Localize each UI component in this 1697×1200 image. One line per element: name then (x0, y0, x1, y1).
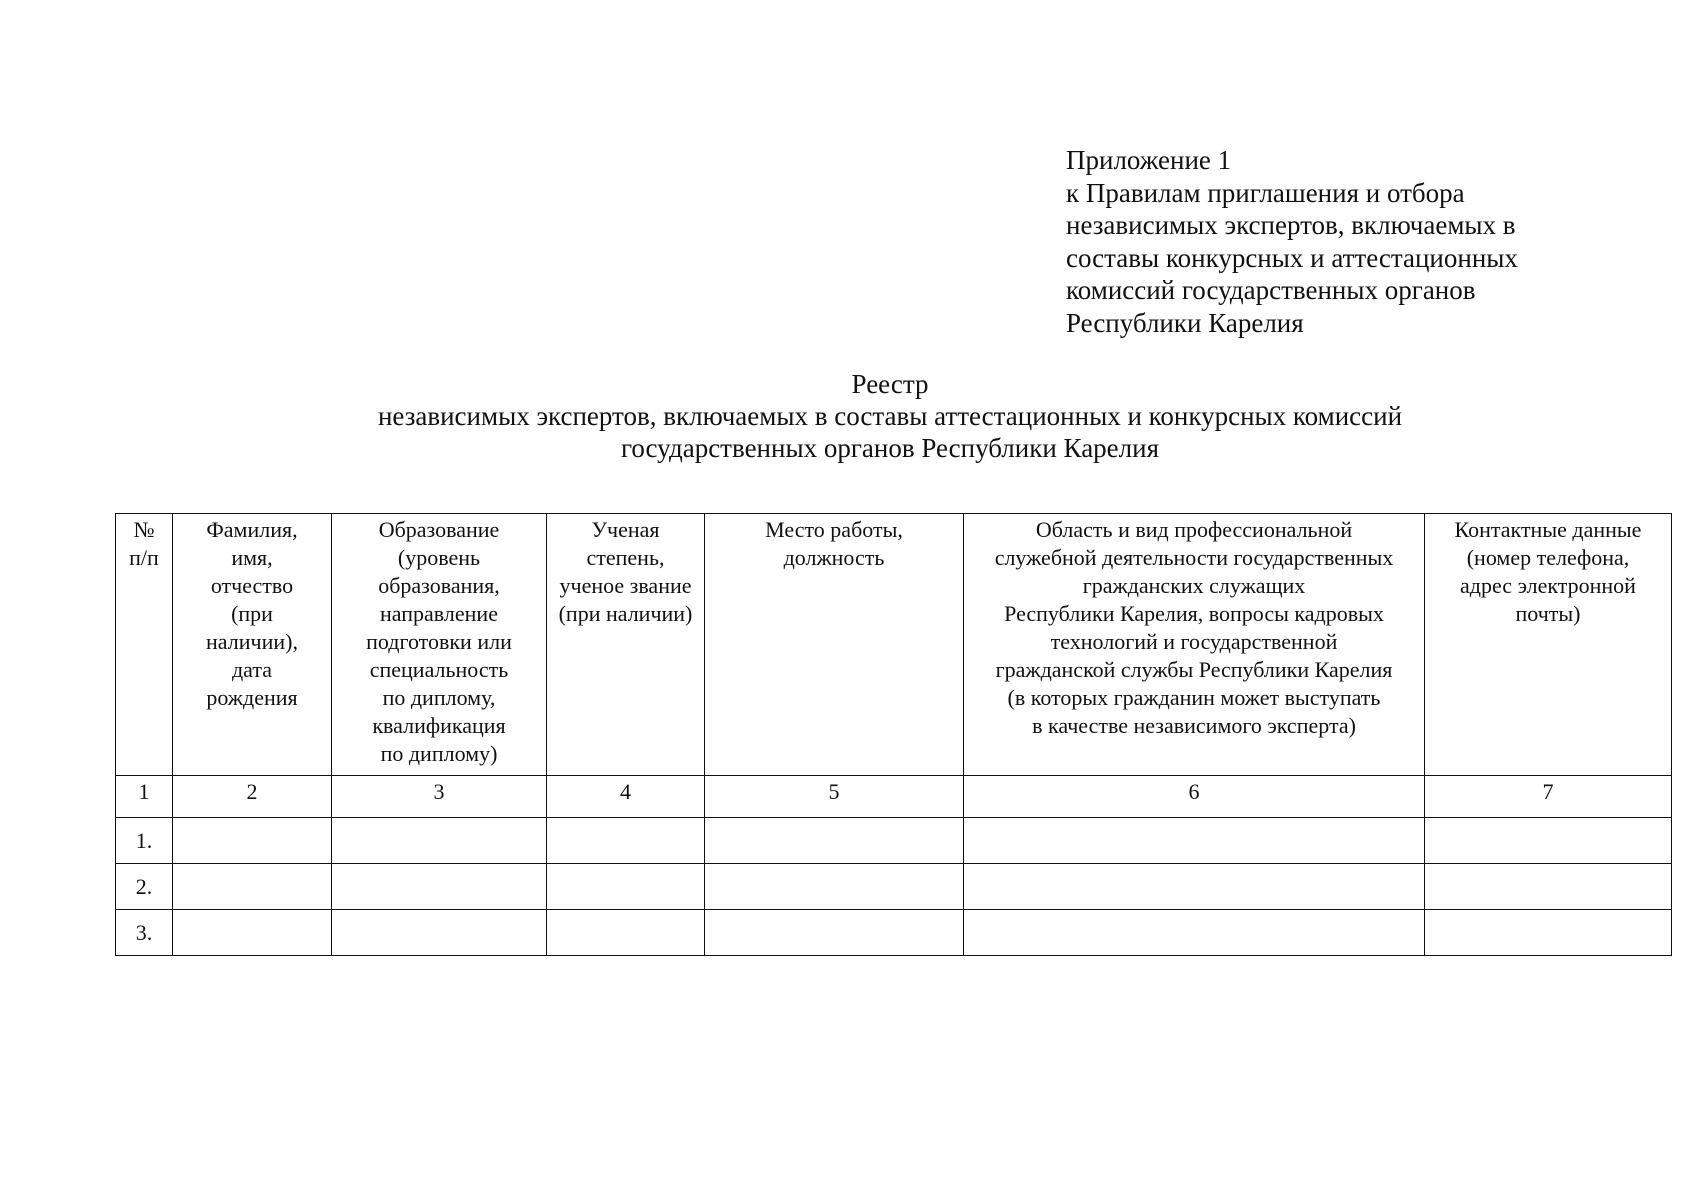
row-number-cell: 3. (116, 910, 173, 956)
education-cell (332, 818, 547, 864)
column-number: 6 (964, 776, 1425, 818)
column-number: 7 (1425, 776, 1672, 818)
row-number-cell: 2. (116, 864, 173, 910)
header-contacts: Контактные данные (номер телефона, адрес электронной почты) (1425, 514, 1672, 776)
column-number: 2 (173, 776, 332, 818)
education-cell (332, 864, 547, 910)
table-row (116, 864, 1672, 910)
table-row (116, 818, 1672, 864)
column-number: 3 (332, 776, 547, 818)
full-name-cell (173, 818, 332, 864)
column-number: 5 (705, 776, 964, 818)
header-professional-area: Область и вид профессиональной служебной деятельности государственных гражданских служащих Республики Карелия, вопросы кадровых технологий и государственной гражданской службы Республики Карелия (в которых гражданин может выступать в качестве независимого эксперта) (964, 514, 1425, 776)
header-full-name: Фамилия, имя, отчество (при наличии), дата рождения (173, 514, 332, 776)
title-line: государственных органов Республики Карелия (620, 433, 1160, 463)
header-workplace: Место работы, должность (705, 514, 964, 776)
full-name-cell (173, 910, 332, 956)
header-number: № п/п (116, 514, 173, 776)
header-row (116, 514, 1672, 776)
annex-line: к Правилам приглашения и отбора (1066, 177, 1465, 208)
workplace-cell (705, 864, 964, 910)
workplace-cell (705, 818, 964, 864)
workplace-cell (705, 910, 964, 956)
contacts-cell (1425, 818, 1672, 864)
annex-line: комиссий государственных органов (1066, 275, 1476, 305)
title-line: Реестр (851, 369, 929, 399)
contacts-cell (1425, 910, 1672, 956)
registry-table (115, 513, 1672, 956)
professional-area-cell (964, 864, 1425, 910)
header-education: Образование (уровень образования, направление подготовки или специальность по диплому, квалификация по диплому) (332, 514, 547, 776)
professional-area-cell (964, 910, 1425, 956)
academic-degree-cell (547, 818, 705, 864)
column-number: 1 (116, 776, 173, 818)
academic-degree-cell (547, 864, 705, 910)
row-number-cell: 1. (116, 818, 173, 864)
column-number-row (116, 776, 1672, 818)
contacts-cell (1425, 864, 1672, 910)
annex-line: составы конкурсных и аттестационных (1066, 242, 1518, 273)
education-cell (332, 910, 547, 956)
column-number: 4 (547, 776, 705, 818)
title-line: независимых экспертов, включаемых в составы аттестационных и конкурсных комиссий (377, 401, 1403, 431)
annex-line: Приложение 1 (1066, 145, 1232, 175)
document-title (0, 368, 1697, 464)
annex-line: независимых экспертов, включаемых в (1066, 210, 1516, 240)
professional-area-cell (964, 818, 1425, 864)
academic-degree-cell (547, 910, 705, 956)
full-name-cell (173, 864, 332, 910)
annex-line: Республики Карелия (1066, 307, 1304, 338)
table-row (116, 910, 1672, 956)
annex-reference (1066, 144, 1626, 339)
header-academic-degree: Ученая степень, ученое звание (при наличии) (547, 514, 705, 776)
